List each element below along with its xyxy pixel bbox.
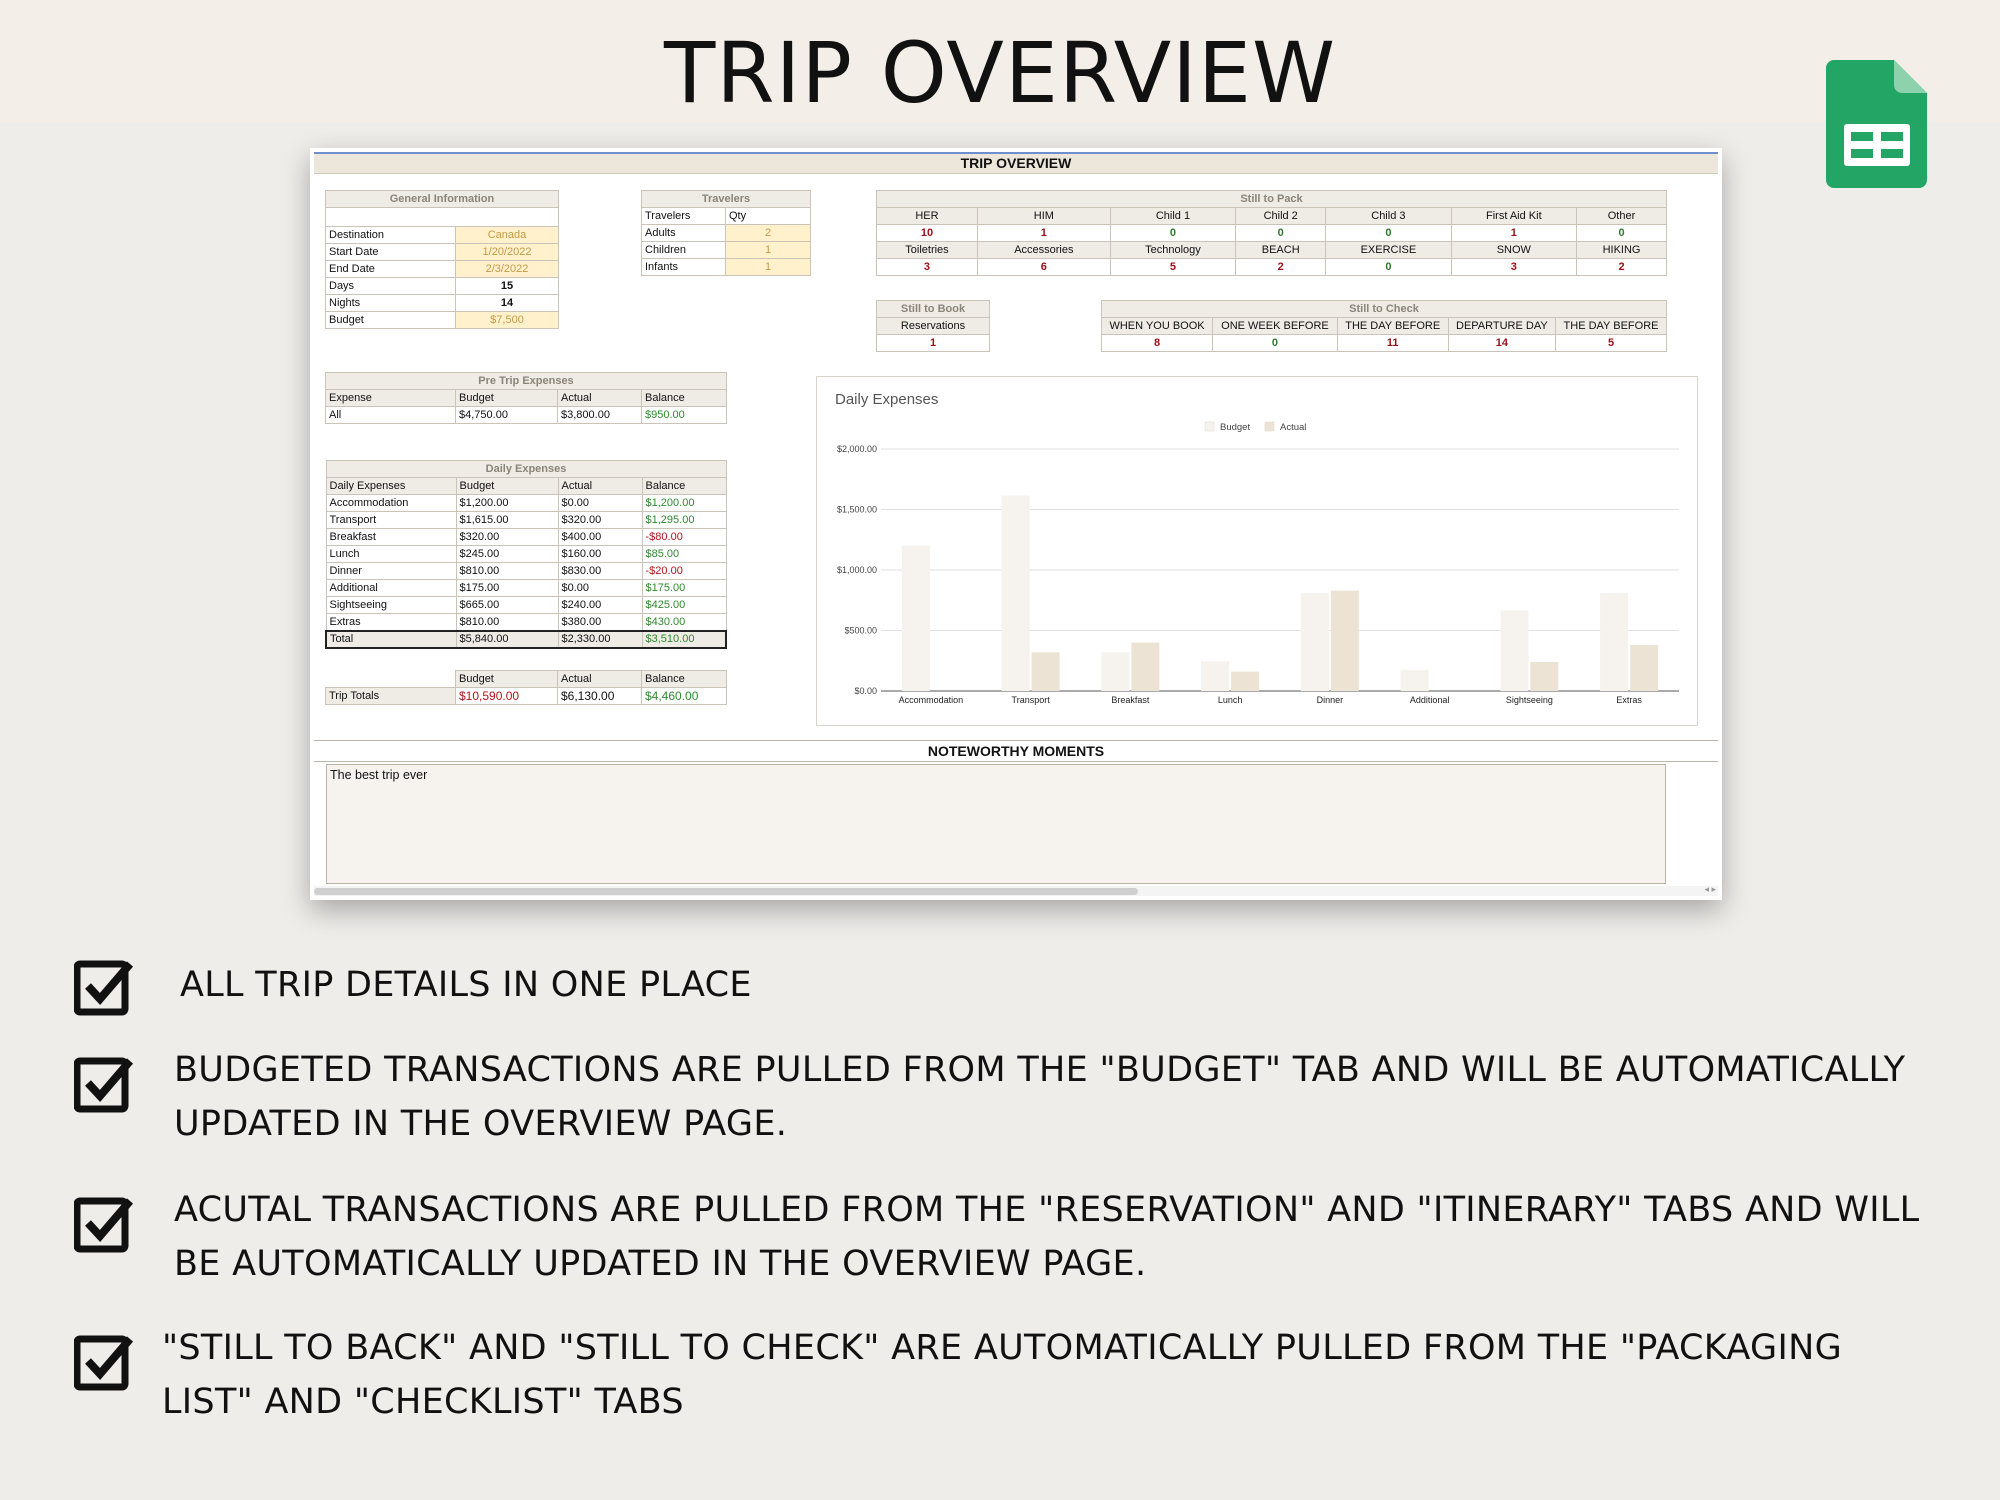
- table-row: Infants 1: [642, 259, 811, 276]
- end-date-cell[interactable]: 2/3/2022: [456, 261, 559, 278]
- feature-text-line: ALL TRIP DETAILS IN ONE PLACE: [180, 965, 752, 1005]
- y-tick-label: $1,000.00: [836, 565, 877, 575]
- check-header: WHEN YOU BOOK: [1102, 318, 1213, 335]
- bar-actual: [1331, 591, 1359, 691]
- table-row: Additional $175.00 $0.00 $175.00: [326, 580, 726, 597]
- bar-actual: [1530, 662, 1558, 691]
- legend-label: Actual: [1280, 422, 1307, 433]
- bar-actual: [1231, 672, 1259, 691]
- feature-text-line: "STILL TO BACK" AND "STILL TO CHECK" ARE AUTOMATICALLY PULLED FROM THE "PACKAGING: [162, 1328, 1842, 1368]
- pack-count: 3: [1451, 259, 1576, 276]
- daily-expenses-chart: [816, 376, 1698, 726]
- total-row: Total $5,840.00 $2,330.00 $3,510.00: [326, 631, 726, 648]
- y-tick-label: $1,500.00: [836, 504, 877, 515]
- travelers-table: Travelers Travelers Qty Adults 2 Children 1 Infants 1: [641, 190, 811, 276]
- pack-count: 1: [977, 225, 1110, 242]
- x-tick-label: Transport: [1011, 695, 1050, 705]
- bar-actual: [1131, 643, 1159, 691]
- y-tick-label: $500.00: [844, 625, 877, 636]
- chart-svg: [817, 377, 1697, 725]
- x-tick-label: Dinner: [1316, 695, 1344, 705]
- destination-cell[interactable]: Canada: [456, 227, 559, 244]
- bar-budget: [1301, 593, 1329, 691]
- bar-budget: [1201, 661, 1229, 691]
- table-row: Start Date 1/20/2022: [326, 244, 559, 261]
- chart-title: Daily Expenses: [835, 391, 939, 408]
- google-sheets-icon: [1826, 60, 1927, 188]
- legend-label: Budget: [1220, 422, 1251, 433]
- noteworthy-text[interactable]: The best trip ever: [326, 764, 1666, 884]
- pack-count: 0: [1577, 225, 1667, 242]
- x-tick-label: Accommodation: [898, 695, 964, 705]
- pack-header: Child 2: [1236, 208, 1326, 225]
- children-cell[interactable]: 1: [726, 242, 811, 259]
- check-header: ONE WEEK BEFORE: [1213, 318, 1338, 335]
- legend-swatch: [1265, 422, 1274, 431]
- general-info-table: [325, 190, 559, 329]
- pack-header: HIKING: [1577, 242, 1667, 259]
- pack-header: Child 1: [1110, 208, 1235, 225]
- x-tick-label: Sightseeing: [1505, 695, 1553, 705]
- pack-header: Child 3: [1326, 208, 1451, 225]
- check-count: 14: [1448, 335, 1555, 352]
- feature-text-line: BUDGETED TRANSACTIONS ARE PULLED FROM THE "BUDGET" TAB AND WILL BE AUTOMATICALLY: [174, 1050, 1906, 1090]
- spreadsheet-panel: [310, 148, 1722, 900]
- pack-count: 10: [877, 225, 978, 242]
- still-to-book-table: Still to Book Reservations 1: [876, 300, 990, 352]
- pack-count: 2: [1577, 259, 1667, 276]
- table-row: Sightseeing $665.00 $240.00 $425.00: [326, 597, 726, 614]
- check-header: THE DAY BEFORE: [1337, 318, 1448, 335]
- page-title: TRIP OVERVIEW: [663, 24, 1337, 122]
- checkbox-checked-icon: [74, 958, 134, 1018]
- pre-trip-expenses-table: Pre Trip Expenses Expense Budget Actual Balance All $4,750.00 $3,800.00 $950.00: [325, 372, 727, 424]
- table-row: Nights 14: [326, 295, 559, 312]
- trip-totals-table: Budget Actual Balance Trip Totals $10,590.00 $6,130.00 $4,460.00: [325, 670, 727, 705]
- bar-budget: [1500, 611, 1528, 691]
- adults-cell[interactable]: 2: [726, 225, 811, 242]
- pack-count: 0: [1110, 225, 1235, 242]
- reservations-count: 1: [877, 335, 990, 352]
- feature-text-line: LIST" AND "CHECKLIST" TABS: [162, 1382, 684, 1422]
- legend-swatch: [1205, 422, 1214, 431]
- sheet-header: TRIP OVERVIEW: [314, 152, 1718, 174]
- table-row: Destination Canada: [326, 227, 559, 244]
- general-info-title: General Information: [326, 191, 559, 208]
- table-row: Breakfast $320.00 $400.00 -$80.00: [326, 529, 726, 546]
- pack-count: 1: [1451, 225, 1576, 242]
- pack-header: Toiletries: [877, 242, 978, 259]
- x-tick-label: Extras: [1616, 695, 1642, 705]
- feature-text-line: UPDATED IN THE OVERVIEW PAGE.: [174, 1104, 788, 1144]
- pack-count: 5: [1110, 259, 1235, 276]
- noteworthy-header: NOTEWORTHY MOMENTS: [314, 740, 1718, 762]
- days-cell: 15: [456, 278, 559, 295]
- bar-budget: [1401, 670, 1429, 691]
- still-to-pack-table: [876, 190, 1667, 276]
- bar-budget: [902, 546, 930, 691]
- table-row: Children 1: [642, 242, 811, 259]
- bar-actual: [1032, 652, 1060, 691]
- pack-count: 0: [1326, 225, 1451, 242]
- check-count: 11: [1337, 335, 1448, 352]
- table-row: All $4,750.00 $3,800.00 $950.00: [326, 407, 727, 424]
- daily-expenses-table: Daily Expenses Daily Expenses Budget Actual Balance Accommodation $1,200.00 $0.00 $1,200.00 Transport $1,615.00 $320.00 $1,295.00 Breakfast $320.00 $400.00 -$80.00 Lunch $245.00 $160.00 $85.00 Dinner $810.00 $830.00 -$20.00 Additional $175.00 $0.00 $175.00 Sightseeing $665.00 $240.00 $425.00 Extras $810.00 $380.00 $430.00 Total $5,840.00 $2,330.00 $3,510.00: [325, 460, 727, 649]
- check-count: 5: [1556, 335, 1667, 352]
- pack-header: HIM: [977, 208, 1110, 225]
- pack-header: Accessories: [977, 242, 1110, 259]
- scroll-arrows-icon[interactable]: ◂ ▸: [1704, 884, 1716, 894]
- still-to-pack-title: Still to Pack: [877, 191, 1667, 208]
- x-tick-label: Additional: [1409, 695, 1450, 705]
- nights-cell: 14: [456, 295, 559, 312]
- table-row: Extras $810.00 $380.00 $430.00: [326, 614, 726, 631]
- pack-count: 2: [1236, 259, 1326, 276]
- checkbox-checked-icon: [74, 1195, 134, 1255]
- pack-header: Other: [1577, 208, 1667, 225]
- infants-cell[interactable]: 1: [726, 259, 811, 276]
- table-row: Transport $1,615.00 $320.00 $1,295.00: [326, 512, 726, 529]
- pack-header: First Aid Kit: [1451, 208, 1576, 225]
- x-tick-label: Lunch: [1217, 695, 1243, 705]
- pack-count: 3: [877, 259, 978, 276]
- check-count: 8: [1102, 335, 1213, 352]
- bar-actual: [1630, 645, 1658, 691]
- table-row: Trip Totals $10,590.00 $6,130.00 $4,460.00: [326, 688, 727, 705]
- pack-header: Technology: [1110, 242, 1235, 259]
- pack-count: 6: [977, 259, 1110, 276]
- feature-text-line: BE AUTOMATICALLY UPDATED IN THE OVERVIEW PAGE.: [174, 1244, 1147, 1284]
- check-count: 0: [1213, 335, 1338, 352]
- still-to-check-table: [1101, 300, 1667, 352]
- table-row: Budget $7,500: [326, 312, 559, 329]
- start-date-cell[interactable]: 1/20/2022: [456, 244, 559, 261]
- pack-header: HER: [877, 208, 978, 225]
- table-row: Lunch $245.00 $160.00 $85.00: [326, 546, 726, 563]
- bar-budget: [1002, 496, 1030, 691]
- y-tick-label: $2,000.00: [836, 444, 877, 454]
- pack-count: 0: [1236, 225, 1326, 242]
- table-row: Adults 2: [642, 225, 811, 242]
- daily-expenses-title: Daily Expenses: [326, 461, 726, 478]
- feature-text-line: ACUTAL TRANSACTIONS ARE PULLED FROM THE "RESERVATION" AND "ITINERARY" TABS AND WILL: [174, 1190, 1920, 1230]
- pre-trip-title: Pre Trip Expenses: [326, 373, 727, 390]
- table-row: End Date 2/3/2022: [326, 261, 559, 278]
- scrollbar-thumb[interactable]: [314, 888, 1138, 895]
- still-to-check-title: Still to Check: [1102, 301, 1667, 318]
- bar-budget: [1600, 593, 1628, 691]
- table-row: Accommodation $1,200.00 $0.00 $1,200.00: [326, 495, 726, 512]
- table-row: Dinner $810.00 $830.00 -$20.00: [326, 563, 726, 580]
- pack-header: SNOW: [1451, 242, 1576, 259]
- pack-header: BEACH: [1236, 242, 1326, 259]
- y-tick-label: $0.00: [854, 686, 877, 696]
- table-row: Days 15: [326, 278, 559, 295]
- travelers-title: Travelers: [642, 191, 811, 208]
- pack-header: EXERCISE: [1326, 242, 1451, 259]
- budget-cell[interactable]: $7,500: [456, 312, 559, 329]
- bar-budget: [1101, 652, 1129, 691]
- pack-count: 0: [1326, 259, 1451, 276]
- x-tick-label: Breakfast: [1111, 695, 1150, 705]
- checkbox-checked-icon: [74, 1333, 134, 1393]
- check-header: DEPARTURE DAY: [1448, 318, 1555, 335]
- check-header: THE DAY BEFORE: [1556, 318, 1667, 335]
- still-to-book-title: Still to Book: [877, 301, 990, 318]
- checkbox-checked-icon: [74, 1055, 134, 1115]
